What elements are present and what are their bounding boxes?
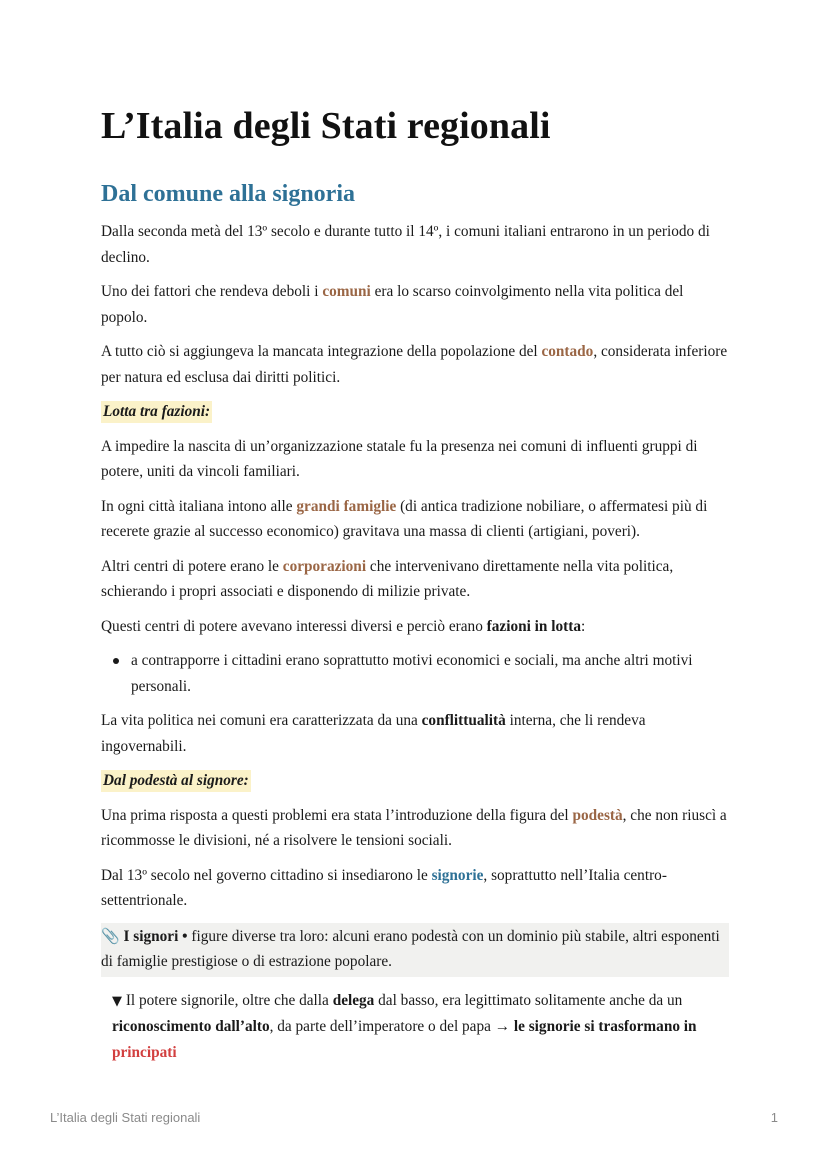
text: In ogni città italiana intono alle bbox=[101, 497, 297, 515]
bold-trasformano: le signorie si trasformano in bbox=[510, 1018, 697, 1035]
text: figure diverse tra loro: alcuni erano podestà con un dominio più stabile, altri esponenti di famiglie prestigiose o di estrazione popolare. bbox=[101, 927, 720, 970]
text: La vita politica nei comuni era caratterizzata da una bbox=[101, 712, 422, 729]
text: Uno dei fattori che rendeva deboli i bbox=[101, 283, 323, 300]
bold-conflittualita: conflittualità bbox=[421, 712, 506, 729]
bullet-list bbox=[101, 648, 729, 699]
paperclip-icon: 📎 bbox=[101, 926, 120, 945]
text: Il potere signorile, oltre che dalla bbox=[122, 991, 333, 1009]
term-contado: contado bbox=[541, 343, 594, 360]
subheading-label: Dal podestà al signore: bbox=[101, 770, 251, 792]
toggle-text bbox=[112, 988, 729, 1066]
text: , soprattutto nell’Italia centro-settentrionale. bbox=[101, 866, 667, 909]
text: A tutto ciò si aggiungeva la mancata integrazione della popolazione del bbox=[101, 343, 542, 360]
text: Questi centri di potere avevano interessi diversi e perciò erano bbox=[101, 617, 487, 635]
toggle-block[interactable] bbox=[101, 988, 729, 1066]
bullet-icon bbox=[113, 658, 119, 664]
document-body bbox=[101, 219, 729, 1065]
bold-delega: delega bbox=[332, 991, 375, 1009]
paragraph-3 bbox=[101, 339, 729, 390]
text: , da parte dell’imperatore o del papa bbox=[269, 1018, 495, 1035]
paragraph-6 bbox=[101, 554, 729, 605]
list-item bbox=[131, 648, 729, 699]
footer-title: L’Italia degli Stati regionali bbox=[50, 1110, 201, 1125]
text: , che non riuscì a ricommosse le divisioni, né a risolvere le tensioni sociali. bbox=[101, 806, 727, 849]
paragraph-4: A impedire la nascita di un’organizzazione statale fu la presenza nei comuni di influenti gruppi di potere, uniti da vincoli familiari. bbox=[101, 437, 698, 480]
page-title: L’Italia degli Stati regionali bbox=[101, 105, 551, 147]
term-corporazioni: corporazioni bbox=[282, 557, 367, 575]
arrow-right-icon: → bbox=[494, 1018, 511, 1035]
paragraph-2 bbox=[101, 279, 729, 330]
paragraph-1: Dalla seconda metà del 13º secolo e durante tutto il 14º, i comuni italiani entrarono in un periodo di declino. bbox=[101, 223, 710, 266]
text: , considerata inferiore per natura ed esclusa dai diritti politici. bbox=[101, 343, 728, 386]
text: Altri centri di potere erano le bbox=[101, 557, 283, 575]
term-principati: principati bbox=[112, 1043, 177, 1061]
callout-box bbox=[101, 923, 729, 977]
list-item-text: a contrapporre i cittadini erano soprattutto motivi economici e sociali, ma anche altri motivi personali. bbox=[131, 652, 693, 695]
paragraph-7 bbox=[101, 614, 729, 640]
text: dal basso, era legittimato solitamente anche da un bbox=[374, 991, 683, 1009]
text: che intervenivano direttamente nella vita politica, schierando i propri associati e disponendo di milizie private. bbox=[101, 557, 674, 600]
subheading-label: Lotta tra fazioni: bbox=[101, 401, 212, 423]
paragraph-9 bbox=[101, 803, 729, 854]
text: interna, che li rendeva ingovernabili. bbox=[101, 712, 646, 755]
paragraph-10 bbox=[101, 863, 729, 914]
term-podesta: podestà bbox=[572, 806, 623, 824]
section-heading: Dal comune alla signoria bbox=[101, 181, 356, 207]
page-number: 1 bbox=[770, 1110, 778, 1125]
bold-riconoscimento: riconoscimento dall’alto bbox=[112, 1018, 270, 1035]
term-signorie: signorie bbox=[431, 866, 484, 884]
text: : bbox=[581, 617, 586, 635]
paragraph-5 bbox=[101, 494, 729, 545]
callout-text bbox=[101, 924, 729, 975]
term-comuni: comuni bbox=[322, 283, 371, 300]
subheading-2 bbox=[101, 768, 729, 794]
paragraph-8 bbox=[101, 708, 729, 759]
text: era lo scarso coinvolgimento nella vita politica del popolo. bbox=[101, 283, 684, 326]
subheading-1 bbox=[101, 399, 729, 425]
term-grandi-famiglie: grandi famiglie bbox=[296, 497, 397, 515]
triangle-down-icon[interactable]: ▼ bbox=[112, 993, 122, 1009]
text: Una prima risposta a questi problemi era stata l’introduzione della figura del bbox=[101, 806, 573, 824]
text: Dal 13º secolo nel governo cittadino si insediarono le bbox=[101, 866, 432, 884]
callout-bold: I signori • bbox=[123, 927, 188, 945]
text: (di antica tradizione nobiliare, o affermatesi più di recerete grazie al successo economico) gravitava una massa di clienti (artigiani, poveri). bbox=[101, 497, 708, 540]
bold-fazioni: fazioni in lotta bbox=[486, 617, 582, 635]
